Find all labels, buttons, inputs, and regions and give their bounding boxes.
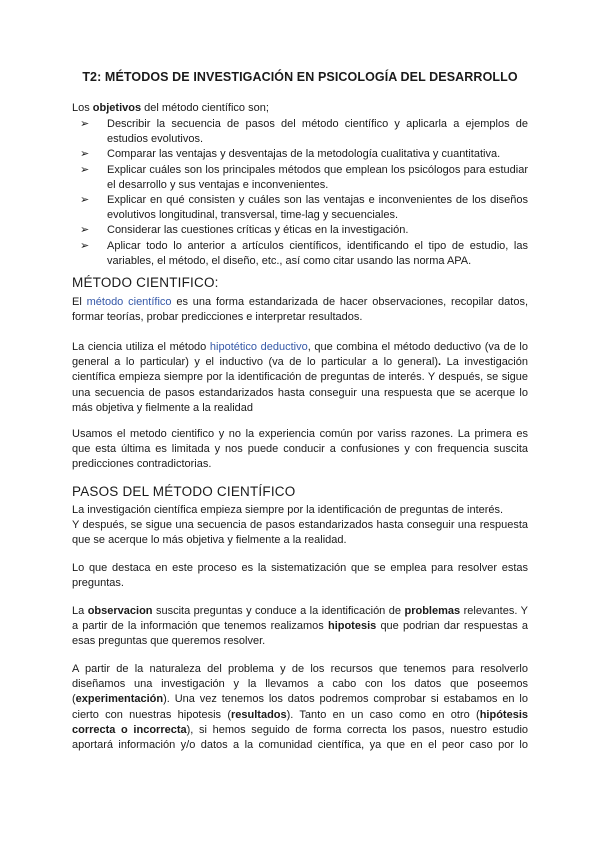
arrow-bullet-icon: ➢: [80, 194, 90, 207]
list-item: ➢ Comparar las ventajas y desventajas de la metodología cualitativa y cuantitativa.: [72, 147, 528, 162]
objectives-list: [72, 117, 528, 269]
list-item: ➢ Explicar cuáles son los principales métodos que emplean los psicólogos para estudiar el desarrollo y sus ventajas e inconvenientes.: [80, 163, 528, 191]
list-item: ➢ Considerar las cuestiones críticas y éticas en la investigación.: [72, 223, 528, 238]
arrow-bullet-icon: ➢: [80, 163, 90, 176]
objectives-intro: [72, 101, 528, 116]
arrow-bullet-icon: ➢: [80, 239, 90, 252]
paragraph: A partir de la naturaleza del problema y de los recursos que tenemos para resolverlo diseñamos una investigación y la llevamos a cabo con los datos que poseemos (experimentación). Una vez tenemos los datos podremos comprobar si estabamos en lo cierto con nuestras hipotesis (resultados). Tanto en un caso como en otro (hipótesis correcta o incorrecta), si hemos seguido de forma correcta los pasos, nuestro estudio aportará información y/o datos a la comunidad científica, ya que en el peor caso por lo: [72, 663, 529, 752]
section-heading-metodo: MÉTODO CIENTIFICO:: [72, 275, 219, 290]
document-title: T2: MÉTODOS DE INVESTIGACIÓN EN PSICOLOGÍA DEL DESARROLLO: [82, 70, 518, 84]
section-heading-pasos: PASOS DEL MÉTODO CIENTÍFICO: [72, 484, 296, 499]
intro-bold: objetivos: [92, 102, 142, 114]
paragraph: El método científico es una forma estandarizada de hacer observaciones, recopilar datos, formar teorías, probar predicciones e interpretar resultados.: [72, 296, 528, 324]
list-item: ➢ Describir la secuencia de pasos del método científico y aplicarla a ejemplos de estudios evolutivos.: [80, 118, 528, 146]
arrow-bullet-icon: ➢: [80, 224, 90, 237]
paragraph: La observacion suscita preguntas y conduce a la identificación de problemas relevantes. Y a partir de la información que tenemos realizamos hipotesis que podrian dar respuestas a esas preguntas que queremos resolver.: [72, 605, 529, 648]
arrow-bullet-icon: ➢: [80, 148, 90, 161]
paragraph: Lo que destaca en este proceso es la sistematización que se emplea para resolver estas preguntas.: [72, 562, 528, 590]
paragraph: Usamos el metodo cientifico y no la experiencia común por variss razones. La primera es que esta última es limitada y nos puede conducir a confusiones y con frequencia suscita predicciones contradictorias.: [72, 428, 528, 471]
link-hipotetico-deductivo[interactable]: hipotético deductivo: [209, 341, 308, 353]
paragraph: La ciencia utiliza el método hipotético deductivo, que combina el método deductivo (va de lo general a lo particular) y el inductivo (va de lo particular a lo general). La investigación científica empieza siempre por la identificación de preguntas de interés. Y después, se sigue una secuencia de pasos estandarizados hasta conseguir una respuesta que se acerque lo más objetiva y fielmente a la realidad: [72, 341, 528, 414]
list-item: ➢ Explicar en qué consisten y cuáles son las ventajas e inconvenientes de los diseños evolutivos longitudinal, transversal, time-lag y secuenciales.: [80, 194, 528, 222]
list-item: ➢ Aplicar todo lo anterior a artículos científicos, identificando el tipo de estudio, las variables, el método, el diseño, etc., así como citar usando las norma APA.: [80, 239, 528, 267]
intro-pre: Los: [72, 102, 93, 114]
link-metodo-cientifico[interactable]: método científico: [86, 296, 172, 308]
arrow-bullet-icon: ➢: [80, 118, 90, 130]
intro-post: del método científico son;: [141, 102, 269, 114]
paragraph: La investigación científica empieza siempre por la identificación de preguntas de interés. Y después, se sigue una secuencia de pasos estandarizados hasta conseguir una respuesta que se acerque lo más objetiva y fielmente a la realidad.: [72, 504, 528, 547]
